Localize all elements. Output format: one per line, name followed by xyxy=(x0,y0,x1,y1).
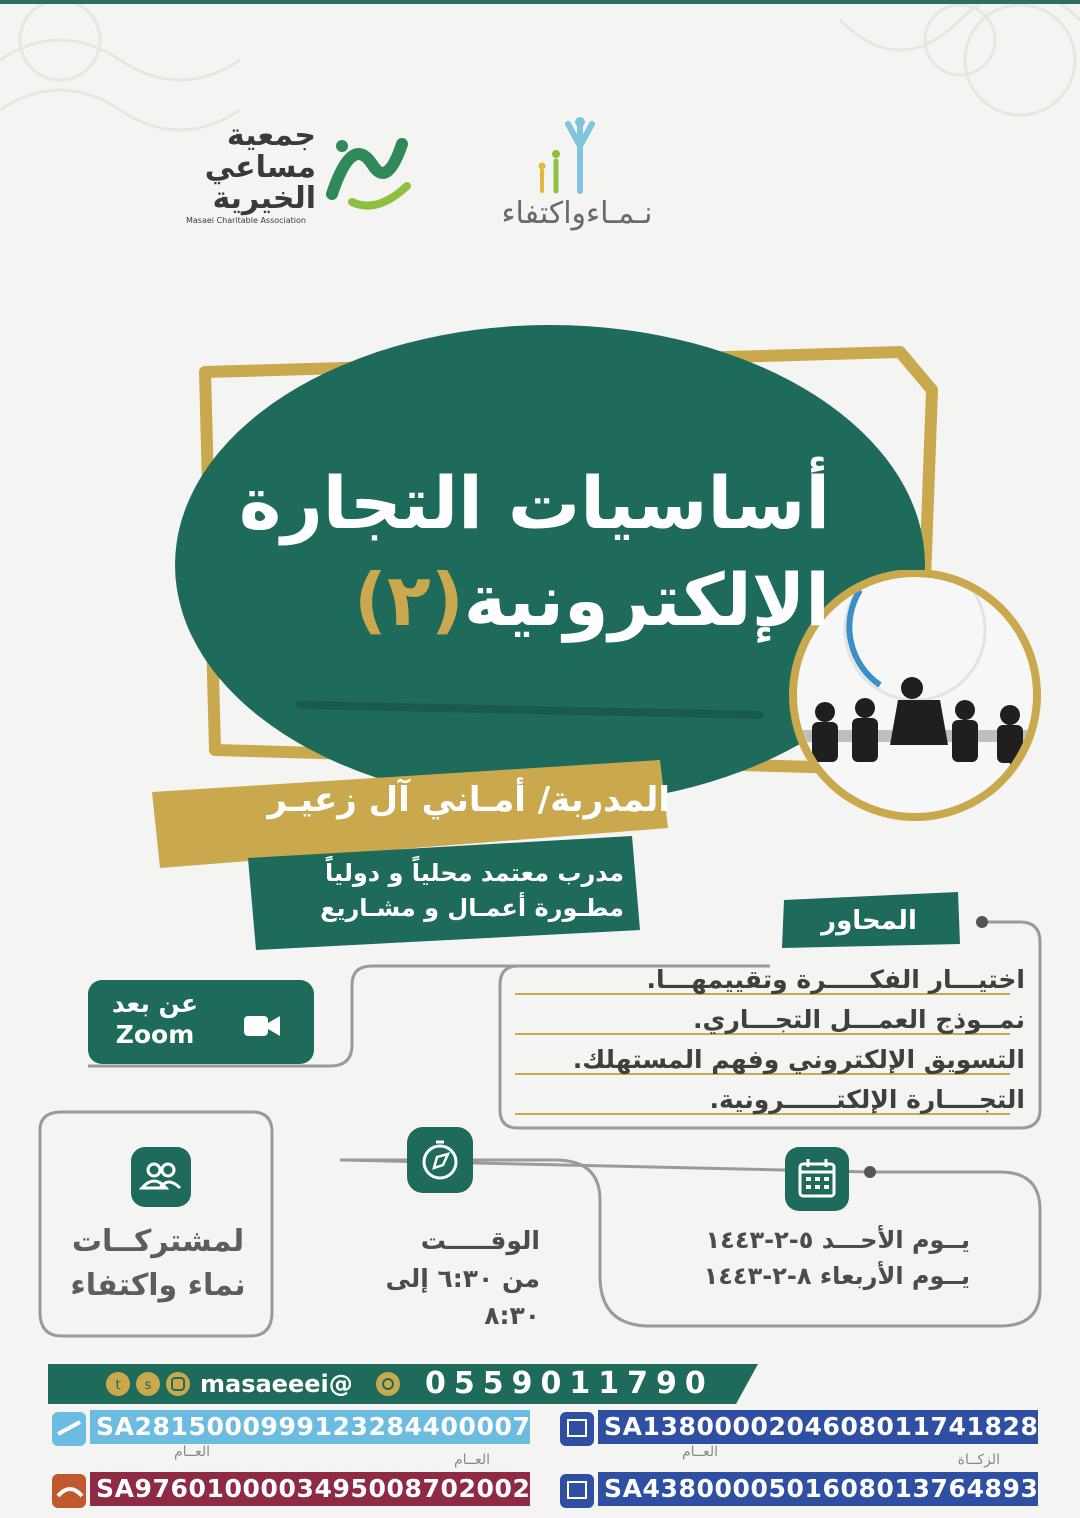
iban-sub-4: الزكــاة xyxy=(957,1452,1000,1468)
axis-item-2: نمــوذج العمـــل التجـــاري. xyxy=(693,1005,1025,1034)
title-line1: أساسيات التجارة xyxy=(238,461,830,545)
members-line2: نماء واكتفاء xyxy=(70,1267,246,1303)
masaei-line1: جمعية xyxy=(226,118,316,153)
iban-number-3: SA9760100003495008702002 xyxy=(90,1472,530,1506)
iban-row-4 xyxy=(598,1472,1038,1506)
date-line2: يــوم الأربعاء ٨-٢-١٤٤٣ xyxy=(703,1262,970,1290)
svg-text:t: t xyxy=(115,1378,121,1393)
axis-item-3: التسويق الإلكتروني وفهم المستهلك. xyxy=(572,1045,1025,1074)
phone-number: 0559011790 xyxy=(425,1366,714,1401)
iban-number-4: SA4380000501608013764893 xyxy=(598,1472,1038,1506)
members-line1: لمشتركــات xyxy=(71,1224,245,1259)
namaa-logo-text: نـمـاءواكتفاء xyxy=(501,196,653,231)
time-label: الوقـــــت xyxy=(420,1226,540,1255)
title-number: (٢) xyxy=(354,558,464,643)
axes-list xyxy=(505,960,1025,1120)
trainer-name: المدربة/ أمـاني آل زعيـر xyxy=(267,780,670,820)
iban-sub-1: العــام xyxy=(173,1444,210,1460)
time-block xyxy=(330,1222,540,1335)
axes-label: المحاور xyxy=(821,906,917,936)
svg-text:s: s xyxy=(144,1378,152,1393)
iban-number-1: SA2815000999123284400007 xyxy=(90,1410,530,1444)
iban-row-3 xyxy=(90,1472,530,1506)
iban-sub-2: العــام xyxy=(681,1444,718,1460)
time-value: من ٦:٣٠ إلى ٨:٣٠ xyxy=(385,1263,540,1330)
masaei-english: Masaei Charitable Association xyxy=(186,215,306,225)
members-text xyxy=(58,1220,258,1307)
trainer-desc-line1: مدرب معتمد محلياً و دولياً xyxy=(325,859,624,887)
calendar-icon xyxy=(784,1146,850,1212)
masaei-line2: مساعي xyxy=(204,149,316,185)
trainer-desc-line2: مطـورة أعمـال و مشـاريع xyxy=(320,893,624,922)
axis-item-4: التجــــارة الإلكتــــــرونية. xyxy=(709,1085,1025,1114)
dates-block xyxy=(680,1222,970,1294)
iban-sub-3: العــام xyxy=(453,1452,490,1468)
axis-item-1: اختيـــار الفكـــــرة وتقييمهـــا. xyxy=(646,965,1025,994)
zoom-line1: عن بعد xyxy=(111,989,199,1018)
date-line1: يــوم الأحـــد ٥-٢-١٤٤٣ xyxy=(705,1226,970,1254)
zoom-text xyxy=(100,988,210,1051)
users-icon xyxy=(130,1146,192,1208)
iban-number-2: SA1380000204608011741828 xyxy=(598,1410,1038,1444)
zoom-line2: Zoom xyxy=(115,1020,195,1050)
video-camera-icon xyxy=(242,1012,282,1040)
title-line2-text: الإلكترونية xyxy=(463,558,830,643)
compass-icon xyxy=(406,1126,474,1194)
masaei-line3: الخيرية xyxy=(212,181,316,216)
social-handle: masaeeei@ xyxy=(200,1370,353,1398)
